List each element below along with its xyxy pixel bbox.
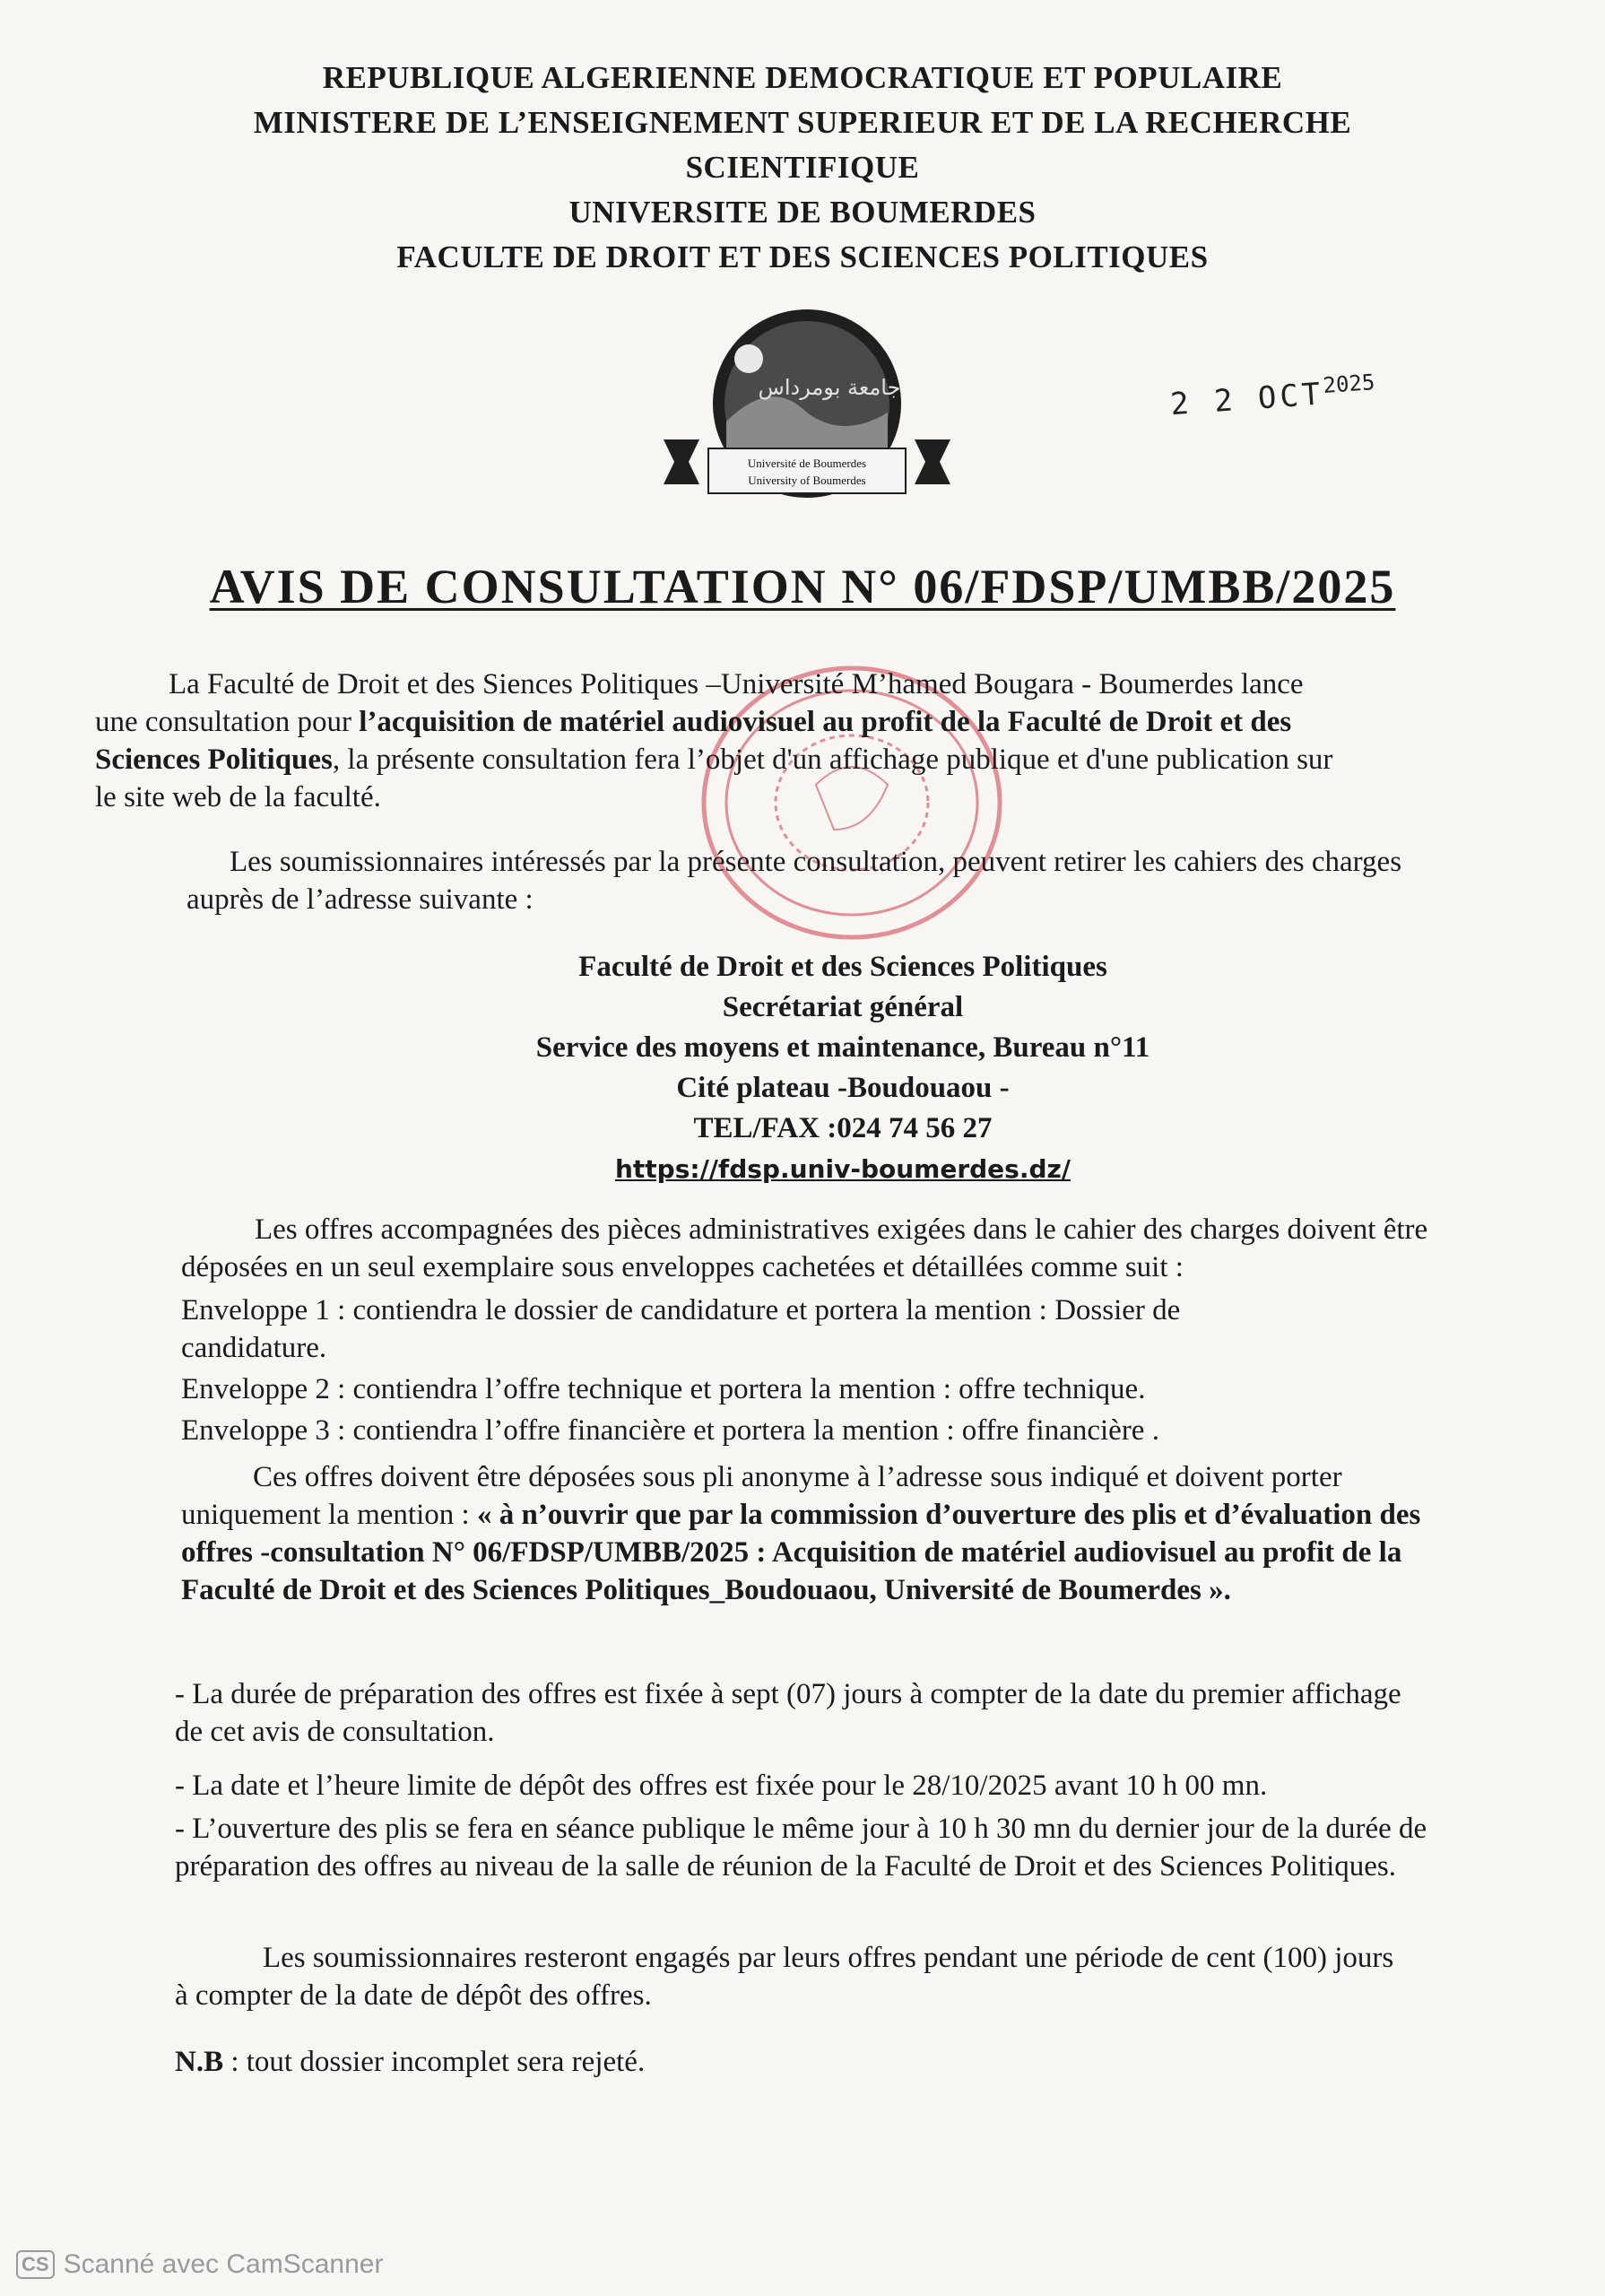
address-city: Cité plateau -Boudouaou -: [676, 1072, 1010, 1104]
nb-note: [175, 2043, 1430, 2081]
logo-arabic-text: جامعة بومرداس: [758, 375, 901, 400]
intro-text-bold: l’acquisition de matériel audiovisuel au profit de la Faculté de Droit et des Sciences Politiques: [95, 706, 1292, 776]
envelope-1-text: Enveloppe 1 : contiendra le dossier de candidature et portera la mention : Dossier de candidature.: [181, 1294, 1181, 1364]
depot-paragraph: [181, 1458, 1436, 1609]
nb-label: N.B: [175, 2046, 224, 2078]
logo-caption-en: University of Boumerdes: [748, 474, 866, 487]
header-line-republic: REPUBLIQUE ALGERIENNE DEMOCRATIQUE ET POPULAIRE: [322, 60, 1283, 95]
offres-text: Les offres accompagnées des pièces administratives exigées dans le cahier des charges doivent être déposées en un seul exemplaire sous enveloppes cachetées et détaillées comme suit :: [181, 1213, 1428, 1283]
header-line-faculty: FACULTE DE DROIT ET DES SCIENCES POLITIQUES: [396, 239, 1209, 274]
retrait-paragraph: [187, 843, 1424, 918]
limite-paragraph: [175, 1767, 1430, 1805]
camscanner-text: Scanné avec CamScanner: [63, 2249, 384, 2279]
retrait-text: Les soumissionnaires intéressés par la présente consultation, peuvent retirer les cahiers des charges auprès de l’adresse suivante :: [187, 846, 1402, 916]
engagement-text: Les soumissionnaires resteront engagés par leurs offres pendant une période de cent (100) jours à compter de la date de dépôt des offres.: [175, 1942, 1394, 2012]
envelope-3: [181, 1412, 1436, 1449]
faculty-website-link[interactable]: https://fdsp.univ-boumerdes.dz/: [614, 1154, 1071, 1184]
depot-text: Ces offres doivent être déposées sous pli anonyme à l’adresse sous indiqué et doivent porter uniquement la mention :: [181, 1461, 1342, 1531]
address-faculty: Faculté de Droit et des Sciences Politiques: [578, 951, 1107, 983]
ouverture-paragraph: [175, 1810, 1430, 1885]
envelope-3-text: Enveloppe 3 : contiendra l’offre financière et portera la mention : offre financière .: [181, 1414, 1159, 1447]
header-line-university: UNIVERSITE DE BOUMERDES: [568, 195, 1037, 230]
envelope-2: [181, 1370, 1436, 1408]
university-logo: [664, 305, 950, 511]
camscanner-logo-icon: CS: [16, 2250, 55, 2279]
date-stamp: [1169, 370, 1377, 422]
depot-mention-bold: « à n’ouvrir que par la commission d’ouverture des plis et d’évaluation des offres -consultation N° 06/FDSP/UMBB/2025 : Acquisition de matériel audiovisuel au profit de la Faculté de Droit et des Sciences Politiques_Boudouaou, Université de Boumerdes ».: [181, 1499, 1421, 1606]
intro-text-c: , la présente consultation fera l’objet d'un affichage publique et d'une publication sur le site web de la faculté.: [95, 744, 1333, 813]
address-service: Service des moyens et maintenance, Bureau n°11: [535, 1031, 1150, 1064]
offres-paragraph: [181, 1211, 1436, 1286]
engagement-paragraph: [175, 1939, 1394, 2014]
address-secretariat: Secrétariat général: [722, 991, 964, 1023]
document-title-text: AVIS DE CONSULTATION N° 06/FDSP/UMBB/2025: [209, 560, 1396, 613]
duree-text: - La durée de préparation des offres est fixée à sept (07) jours à compter de la date du premier affichage de cet avis de consultation.: [175, 1678, 1401, 1748]
logo-caption-fr: Université de Boumerdes: [747, 457, 867, 470]
header-line-ministry: MINISTERE DE L’ENSEIGNEMENT SUPERIEUR ET DE LA RECHERCHE: [253, 105, 1352, 140]
duree-paragraph: [175, 1675, 1430, 1751]
date-stamp-year: 2025: [1322, 370, 1376, 399]
date-stamp-day-month: 2 2 OCT: [1169, 376, 1325, 423]
nb-text: : tout dossier incomplet sera rejeté.: [223, 2046, 646, 2078]
envelope-1: [181, 1292, 1257, 1367]
camscanner-watermark: [16, 2249, 383, 2280]
address-telfax: TEL/FAX :024 74 56 27: [693, 1112, 993, 1144]
intro-paragraph: [95, 665, 1350, 816]
address-block: [0, 947, 1605, 1189]
ouverture-text: - L’ouverture des plis se fera en séance publique le même jour à 10 h 30 mn du dernier jour de la durée de préparation des offres au niveau de la salle de réunion de la Faculté de Droit et des Sciences Politiques.: [175, 1813, 1427, 1883]
envelope-2-text: Enveloppe 2 : contiendra l’offre technique et portera la mention : offre technique.: [181, 1373, 1146, 1405]
document-title: [0, 559, 1605, 614]
limite-text: - La date et l’heure limite de dépôt des offres est fixée pour le 28/10/2025 avant 10 h 00 mn.: [175, 1770, 1268, 1802]
intro-text-a: La Faculté de Droit et des Siences Politiques –Université M’hamed Bougara - Boumerdes lance une consultation pour: [95, 668, 1304, 738]
ministry-header: [0, 56, 1605, 280]
header-line-scientifique: SCIENTIFIQUE: [685, 150, 920, 185]
